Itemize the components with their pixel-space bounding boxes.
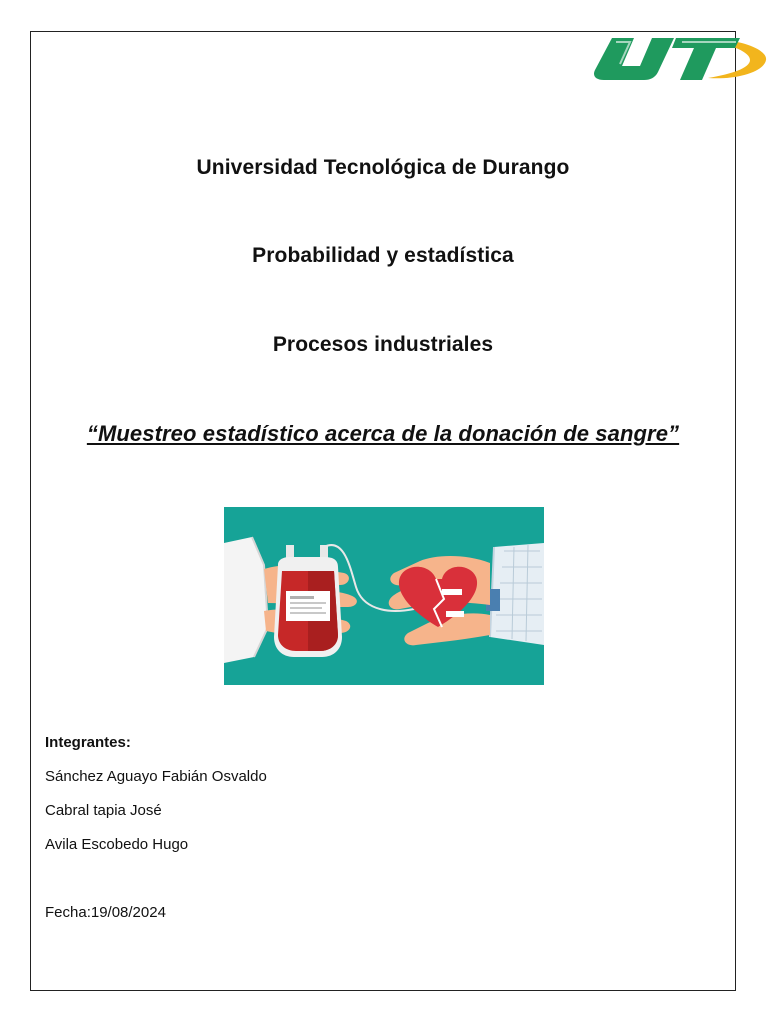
member-name: Sánchez Aguayo Fabián Osvaldo (45, 768, 267, 785)
ut-logo-icon (590, 32, 768, 84)
university-name: Universidad Tecnológica de Durango (196, 156, 570, 179)
member-name: Cabral tapia José (45, 802, 162, 819)
blood-donation-illustration (224, 507, 544, 685)
member-name: Avila Escobedo Hugo (45, 836, 189, 853)
members-label: Integrantes: (45, 734, 131, 751)
document-date: Fecha:19/08/2024 (45, 904, 166, 921)
career-name: Procesos industriales (272, 333, 494, 356)
document-title: “Muestreo estadístico acerca de la donación de sangre” (86, 421, 680, 446)
subject-name: Probabilidad y estadística (252, 244, 514, 267)
